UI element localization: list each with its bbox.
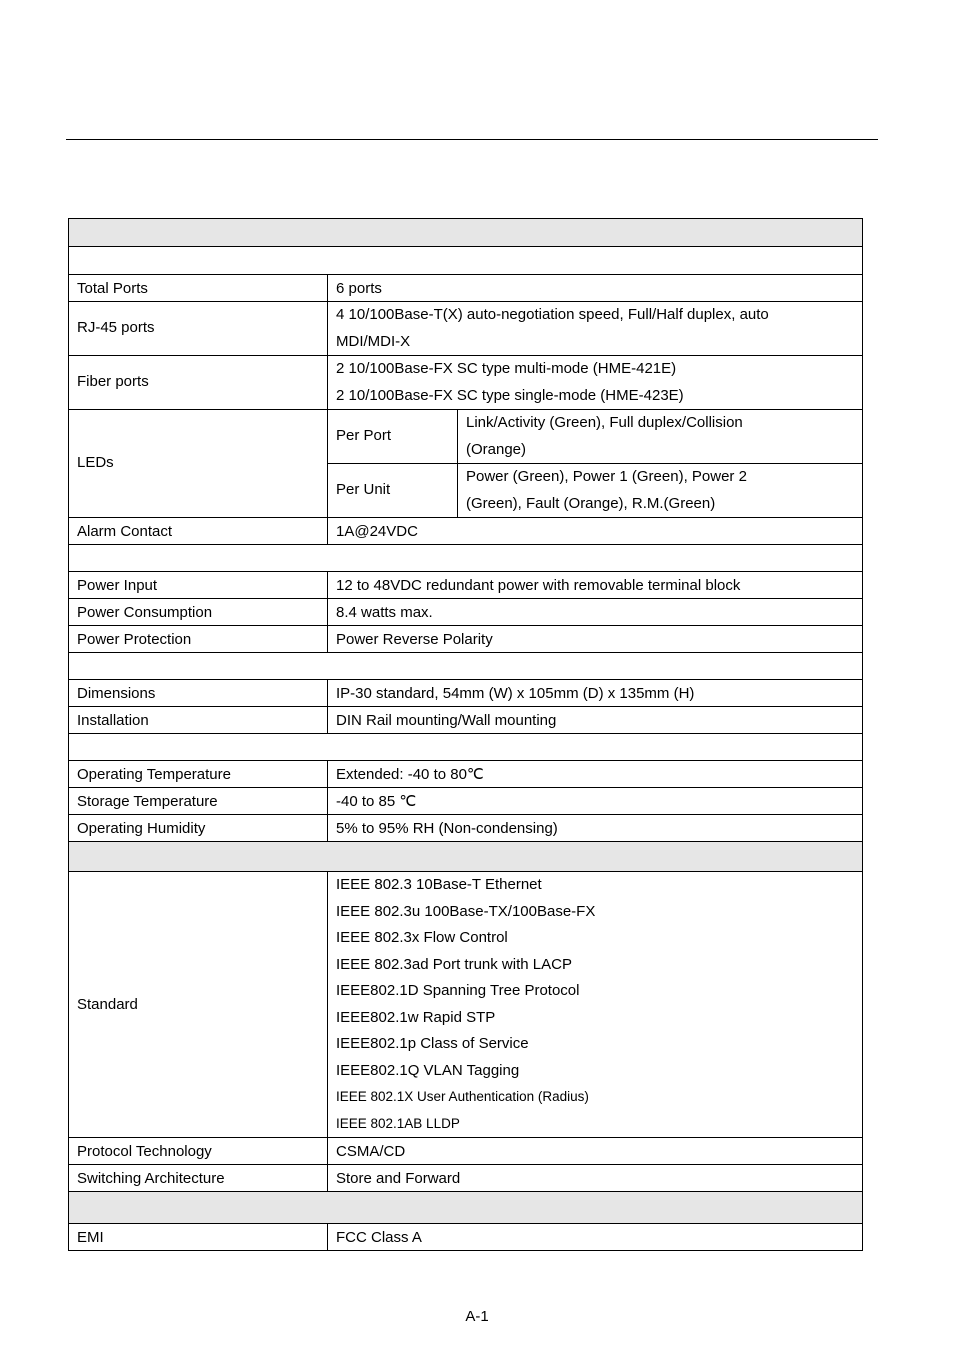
table-row — [69, 788, 863, 815]
table-row — [69, 302, 863, 356]
spec-value-line: IEEE 802.3x Flow Control — [336, 929, 508, 946]
spec-value: CSMA/CD — [328, 1138, 863, 1165]
table-row — [69, 410, 863, 464]
spec-value: 6 ports — [328, 275, 863, 302]
spec-value — [458, 410, 863, 464]
spec-value: -40 to 85 ℃ — [328, 788, 863, 815]
section-header-cell — [69, 219, 863, 247]
table-row — [69, 599, 863, 626]
spec-value-line: IEEE 802.3ad Port trunk with LACP — [336, 955, 572, 973]
spec-label: Power Consumption — [69, 599, 328, 626]
table-row — [69, 1224, 863, 1251]
spec-label — [69, 410, 328, 518]
spec-label-text: RJ-45 ports — [77, 319, 155, 337]
spec-value-line: IEEE802.1p Class of Service — [336, 1035, 529, 1052]
section-header-cell — [69, 653, 863, 680]
spec-label: Operating Temperature — [69, 761, 328, 788]
spec-value: 12 to 48VDC redundant power with removable terminal block — [328, 572, 863, 599]
page-number: A-1 — [465, 1308, 489, 1325]
spec-value-line: IEEE 802.3u 100Base-TX/100Base-FX — [336, 902, 596, 920]
spec-sublabel — [328, 464, 458, 518]
spec-label: EMI — [69, 1224, 328, 1251]
section-header-cell — [69, 842, 863, 872]
table-row — [69, 572, 863, 599]
spec-value: Power Reverse Polarity — [328, 626, 863, 653]
spec-label: Power Input — [69, 572, 328, 599]
spec-value-line: IEEE 802.1X User Authentication (Radius) — [336, 1089, 589, 1104]
spec-value: FCC Class A — [328, 1224, 863, 1251]
spec-label: Standard — [69, 872, 328, 1138]
table-row — [69, 1138, 863, 1165]
spec-label — [69, 302, 328, 356]
spec-sublabel-text: Per Unit — [336, 481, 391, 499]
section-header-cell — [69, 1192, 863, 1224]
spec-value-line: Power (Green), Power 1 (Green), Power 2 — [466, 468, 747, 485]
table-row — [69, 275, 863, 302]
table-row — [69, 680, 863, 707]
section-header-cell — [69, 734, 863, 761]
spec-value-line: IEEE 802.3 10Base-T Ethernet — [336, 876, 542, 893]
spec-value — [458, 464, 863, 518]
spec-value-line: IEEE802.1Q VLAN Tagging — [336, 1061, 520, 1079]
spec-value — [328, 872, 863, 1138]
spec-value: Extended: -40 to 80℃ — [328, 761, 863, 788]
spec-sublabel-text: Per Port — [336, 427, 392, 445]
table-row — [69, 356, 863, 410]
section-subheader-row — [69, 653, 863, 680]
spec-label: Total Ports — [69, 275, 328, 302]
spec-value-line: (Orange) — [466, 440, 527, 458]
section-header-row — [69, 219, 863, 247]
specification-table — [68, 218, 863, 1251]
spec-value — [328, 356, 863, 410]
table-row — [69, 872, 863, 1138]
spec-label: Protocol Technology — [69, 1138, 328, 1165]
spec-label: Operating Humidity — [69, 815, 328, 842]
spec-label: Installation — [69, 707, 328, 734]
table-row — [69, 626, 863, 653]
section-header-row — [69, 842, 863, 872]
spec-value-line: Link/Activity (Green), Full duplex/Collision — [466, 414, 743, 431]
spec-value: IP-30 standard, 54mm (W) x 105mm (D) x 135mm (H) — [328, 680, 863, 707]
spec-value: DIN Rail mounting/Wall mounting — [328, 707, 863, 734]
spec-label: Storage Temperature — [69, 788, 328, 815]
spec-sublabel — [328, 410, 458, 464]
table-row — [69, 707, 863, 734]
spec-value-line: 4 10/100Base-T(X) auto-negotiation speed, Full/Half duplex, auto — [336, 306, 769, 323]
top-divider — [66, 139, 878, 140]
section-header-row — [69, 1192, 863, 1224]
table-row — [69, 518, 863, 545]
section-subheader-row — [69, 734, 863, 761]
table-row — [69, 815, 863, 842]
section-subheader-row — [69, 545, 863, 572]
spec-label: Power Protection — [69, 626, 328, 653]
table-row — [69, 761, 863, 788]
spec-value-line: 2 10/100Base-FX SC type multi-mode (HME-421E) — [336, 360, 677, 377]
spec-value-line: IEEE 802.1AB LLDP — [336, 1115, 460, 1131]
spec-value-line: MDI/MDI-X — [336, 332, 411, 350]
spec-label: Dimensions — [69, 680, 328, 707]
spec-value-line: IEEE802.1D Spanning Tree Protocol — [336, 982, 580, 999]
spec-label-text: LEDs — [77, 454, 114, 472]
section-header-cell — [69, 247, 863, 275]
spec-value: 1A@24VDC — [328, 518, 863, 545]
spec-label: Alarm Contact — [69, 518, 328, 545]
spec-value-line: (Green), Fault (Orange), R.M.(Green) — [466, 494, 716, 512]
spec-value-line: 2 10/100Base-FX SC type single-mode (HME-423E) — [336, 386, 684, 404]
spec-value: 5% to 95% RH (Non-condensing) — [328, 815, 863, 842]
spec-value: Store and Forward — [328, 1165, 863, 1192]
spec-value-line: IEEE802.1w Rapid STP — [336, 1008, 496, 1026]
spec-label: Switching Architecture — [69, 1165, 328, 1192]
table-row — [69, 1165, 863, 1192]
spec-label-text: Fiber ports — [77, 373, 149, 391]
spec-value — [328, 302, 863, 356]
spec-label — [69, 356, 328, 410]
section-header-cell — [69, 545, 863, 572]
spec-value: 8.4 watts max. — [328, 599, 863, 626]
section-subheader-row — [69, 247, 863, 275]
